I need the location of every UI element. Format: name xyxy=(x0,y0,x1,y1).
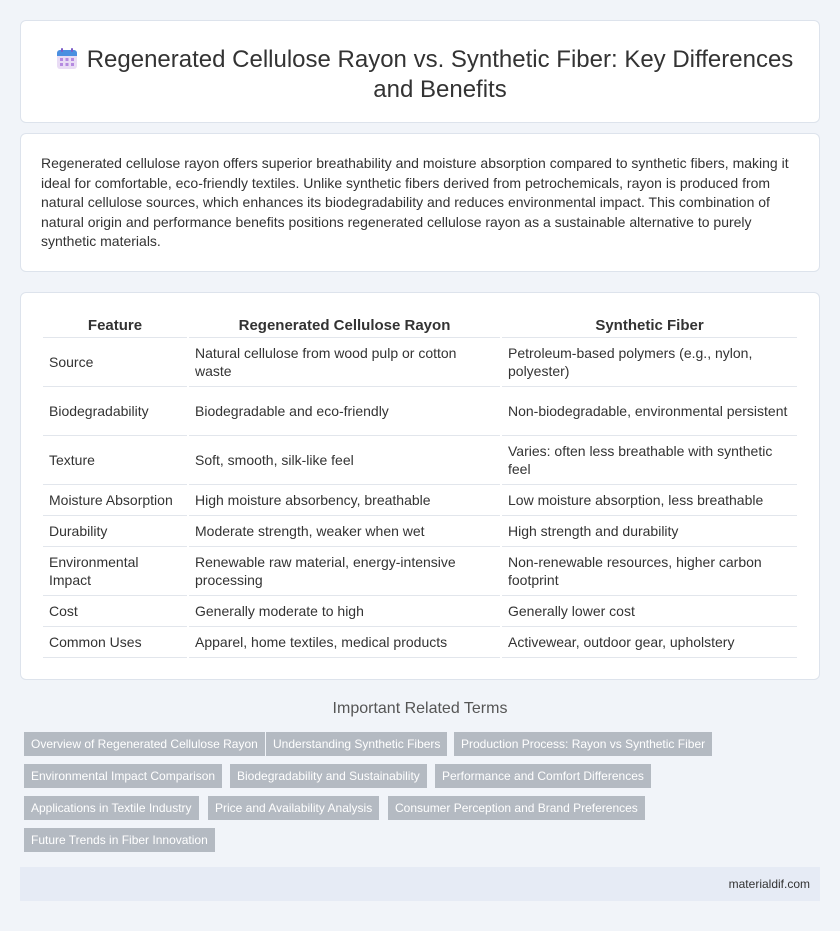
table-row xyxy=(43,338,797,387)
row-rayon-value: Renewable raw material, energy-intensive processing xyxy=(189,547,500,596)
row-rayon-value: Soft, smooth, silk-like feel xyxy=(189,436,500,485)
row-feature: Environmental Impact xyxy=(43,547,187,596)
page-title: Regenerated Cellulose Rayon vs. Synthetic Fiber: Key Differences and Benefits xyxy=(86,46,794,103)
related-term-tag[interactable]: Consumer Perception and Brand Preferences xyxy=(388,796,645,820)
row-rayon-value: Generally moderate to high xyxy=(189,596,500,627)
footer xyxy=(20,867,820,901)
calendar-icon xyxy=(55,47,79,71)
table-row xyxy=(43,436,797,485)
row-synthetic-value: Low moisture absorption, less breathable xyxy=(502,485,797,516)
row-feature: Source xyxy=(43,338,187,387)
row-rayon-value: High moisture absorbency, breathable xyxy=(189,485,500,516)
row-rayon-value: Natural cellulose from wood pulp or cotton waste xyxy=(189,338,500,387)
row-synthetic-value: Non-biodegradable, environmental persistent xyxy=(502,387,797,436)
related-term-tag[interactable]: Biodegradability and Sustainability xyxy=(230,764,427,788)
related-terms-heading: Important Related Terms xyxy=(332,700,508,717)
header-feature: Feature xyxy=(43,315,187,338)
row-rayon-value: Biodegradable and eco-friendly xyxy=(189,387,500,436)
row-feature: Moisture Absorption xyxy=(43,485,187,516)
related-term-tag[interactable]: Environmental Impact Comparison xyxy=(24,764,222,788)
table-row xyxy=(43,596,797,627)
intro-card xyxy=(20,133,820,272)
related-term-tag[interactable]: Price and Availability Analysis xyxy=(208,796,379,820)
row-feature: Durability xyxy=(43,516,187,547)
row-rayon-value: Moderate strength, weaker when wet xyxy=(189,516,500,547)
table-row xyxy=(43,516,797,547)
related-term-tag[interactable]: Overview of Regenerated Cellulose Rayon xyxy=(24,732,265,756)
comparison-table-card xyxy=(20,292,820,680)
table-header-row xyxy=(43,315,797,338)
related-term-tag[interactable]: Future Trends in Fiber Innovation xyxy=(24,828,215,852)
row-synthetic-value: High strength and durability xyxy=(502,516,797,547)
row-feature: Biodegradability xyxy=(43,387,187,436)
row-feature: Common Uses xyxy=(43,627,187,658)
footer-site-link[interactable]: materialdif.com xyxy=(728,877,810,891)
row-synthetic-value: Petroleum-based polymers (e.g., nylon, polyester) xyxy=(502,338,797,387)
comparison-table xyxy=(41,315,799,658)
row-synthetic-value: Activewear, outdoor gear, upholstery xyxy=(502,627,797,658)
table-row xyxy=(43,387,797,436)
header-rayon: Regenerated Cellulose Rayon xyxy=(189,315,500,338)
row-feature: Texture xyxy=(43,436,187,485)
related-term-tag[interactable]: Performance and Comfort Differences xyxy=(435,764,651,788)
table-row xyxy=(43,485,797,516)
related-term-tag[interactable]: Understanding Synthetic Fibers xyxy=(266,732,447,756)
related-term-tag[interactable]: Production Process: Rayon vs Synthetic Fiber xyxy=(454,732,712,756)
row-feature: Cost xyxy=(43,596,187,627)
header-synthetic: Synthetic Fiber xyxy=(502,315,797,338)
row-rayon-value: Apparel, home textiles, medical products xyxy=(189,627,500,658)
row-synthetic-value: Non-renewable resources, higher carbon footprint xyxy=(502,547,797,596)
intro-paragraph: Regenerated cellulose rayon offers superior breathability and moisture absorption compared to synthetic fibers, making it ideal for comfortable, eco-friendly textiles. Unlike synthetic fibers derived from petrochemicals, rayon is produced from natural cellulose sources, which enhances its biodegradability and reduces environmental impact. This combination of natural origin and performance benefits positions regenerated cellulose rayon as a sustainable alternative to purely synthetic materials. xyxy=(41,155,789,250)
table-row xyxy=(43,547,797,596)
header-card xyxy=(20,20,820,123)
table-row xyxy=(43,627,797,658)
related-term-tag[interactable]: Applications in Textile Industry xyxy=(24,796,199,820)
row-synthetic-value: Varies: often less breathable with synthetic feel xyxy=(502,436,797,485)
row-synthetic-value: Generally lower cost xyxy=(502,596,797,627)
